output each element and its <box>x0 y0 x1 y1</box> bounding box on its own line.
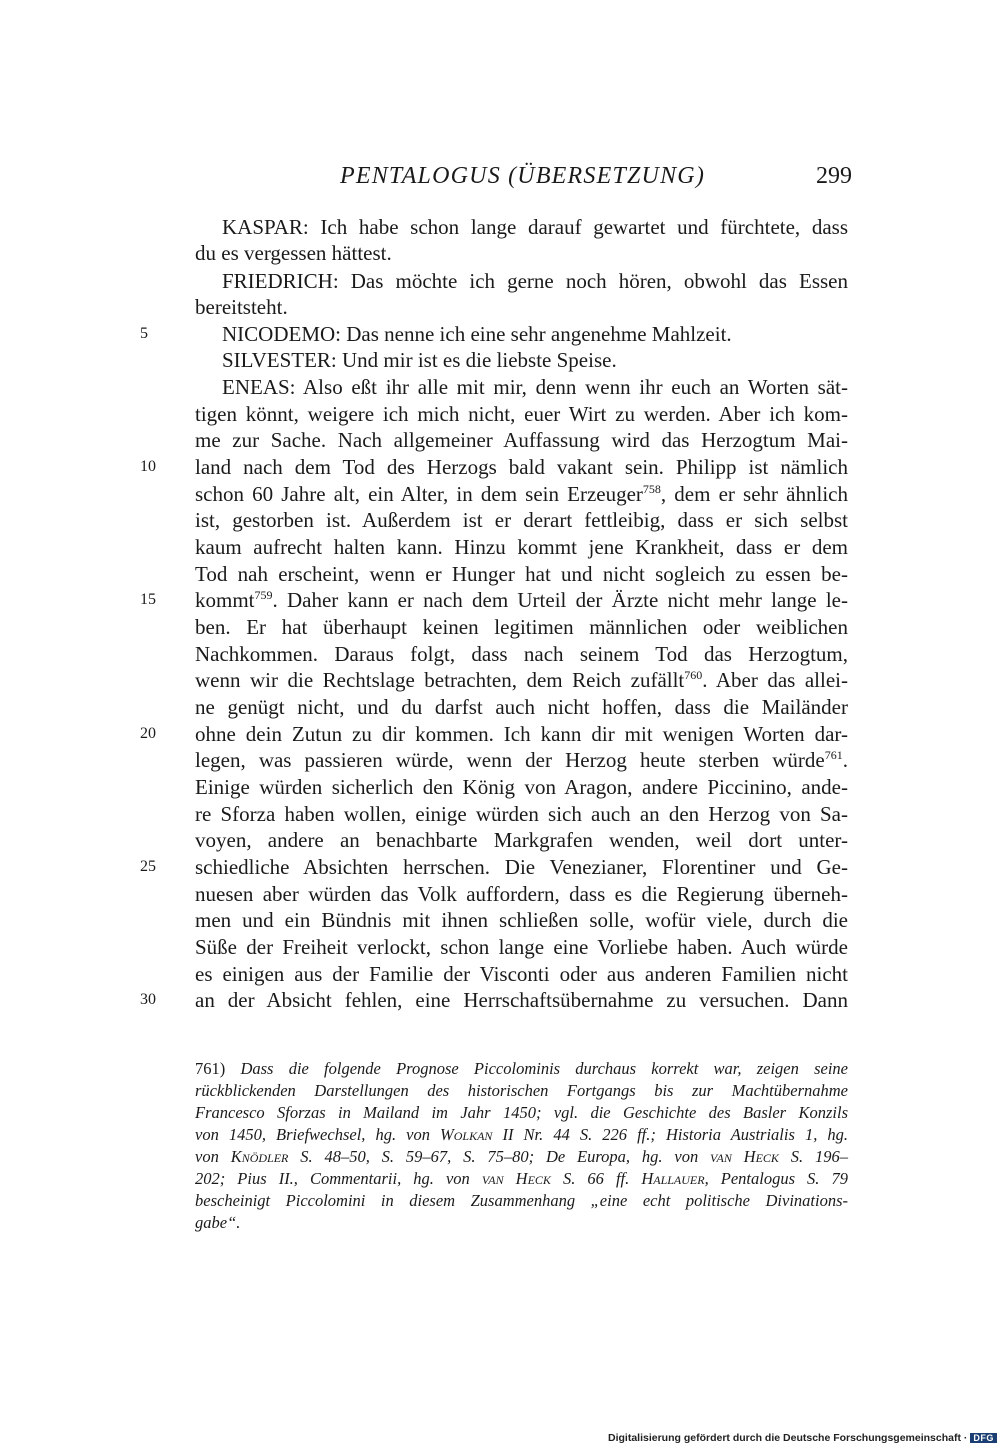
footnote-line: bescheinigt Piccolomini in diesem Zusammenhang „eine echt politische Divinations- <box>195 1191 848 1210</box>
footnote-line: von Knödler S. 48–50, S. 59–67, S. 75–80; De Europa, hg. von van Heck S. 196– <box>195 1147 849 1166</box>
text-line: men und ein Bündnis mit ihnen schließen solle, wofür viele, durch die <box>195 908 848 932</box>
text-line: kaum aufrecht halten kann. Hinzu kommt jene Krankheit, dass er dem <box>195 535 848 559</box>
footnote-ref[interactable]: 761 <box>824 748 843 762</box>
text-line: kommt$^{759}$. Daher kann er nach dem Urteil der Ärzte nicht mehr lange le- <box>195 588 848 612</box>
text-line: Einige würden sicherlich den König von Aragon, andere Piccinino, ande- <box>195 775 848 799</box>
text-line: Nachkommen. Daraus folgt, dass nach seinem Tod das Herzogtum, <box>195 642 848 666</box>
text-line: FRIEDRICH: Das möchte ich gerne noch hören, obwohl das Essen <box>222 269 848 293</box>
text-line: Tod nah erscheint, wenn er Hunger hat und nicht sogleich zu essen be- <box>195 562 848 586</box>
text-line: NICODEMO: Das nenne ich eine sehr angenehme Mahlzeit. <box>222 322 732 346</box>
footnote-line: Francesco Sforzas in Mailand im Jahr 1450; vgl. die Geschichte des Basler Konzils <box>195 1103 848 1122</box>
digitization-note <box>608 1432 997 1444</box>
text-line: ist, gestorben ist. Außerdem ist er derart fettleibig, dass er sich selbst <box>195 508 848 532</box>
footnote-line: rückblickenden Darstellungen des historischen Fortgangs bis zur Machtübernahme <box>195 1081 848 1100</box>
text-line: legen, was passieren würde, wenn der Herzog heute sterben würde$^{761}$. <box>195 748 848 772</box>
text-line: land nach dem Tod des Herzogs bald vakant sein. Philipp ist nämlich <box>195 455 848 479</box>
footnote-ref[interactable]: 758 <box>642 482 661 496</box>
text-line: Süße der Freiheit verlockt, schon lange eine Vorliebe haben. Auch würde <box>195 935 848 959</box>
text-line: du es vergessen hättest. <box>195 241 392 265</box>
line-number: 20 <box>140 725 156 742</box>
text-line: tigen könnt, weigere ich mich nicht, euer Wirt zu werden. Aber ich kom- <box>195 402 848 426</box>
text-line: KASPAR: Ich habe schon lange darauf gewartet und fürchtete, dass <box>222 215 848 239</box>
footnote-ref[interactable]: 759 <box>254 588 273 602</box>
footnote-line: 202; Pius II., Commentarii, hg. von van Heck S. 66 ff. Hallauer, Pentalogus S. 79 <box>195 1169 848 1188</box>
line-number: 30 <box>140 991 156 1008</box>
text-line: ohne dein Zutun zu dir kommen. Ich kann dir mit wenigen Worten dar- <box>195 722 848 746</box>
text-line: ne genügt nicht, und du darfst auch nicht hoffen, dass die Mailänder <box>195 695 848 719</box>
line-number: 10 <box>140 458 156 475</box>
text-line: voyen, andere an benachbarte Markgrafen wenden, weil dort unter- <box>195 828 848 852</box>
footnote-marker: 761) <box>195 1059 226 1078</box>
digitization-text: Digitalisierung gefördert durch die Deutsche Forschungsgemeinschaft <box>608 1432 961 1444</box>
line-number: 25 <box>140 858 156 875</box>
text-line: an der Absicht fehlen, eine Herrschaftsübernahme zu versuchen. Dann <box>195 988 848 1012</box>
line-number: 15 <box>140 591 156 608</box>
text-line: me zur Sache. Nach allgemeiner Auffassung wird das Herzogtum Mai- <box>195 428 848 452</box>
running-title: PENTALOGUS (ÜBERSETZUNG) <box>340 163 706 189</box>
separator: · <box>960 1432 968 1444</box>
text-line: ben. Er hat überhaupt keinen legitimen männlichen oder weiblichen <box>195 615 848 639</box>
text-line: ENEAS: Also eßt ihr alle mit mir, denn wenn ihr euch an Worten sät- <box>222 375 848 399</box>
text-line: nuesen aber würden das Volk auffordern, dass es die Regierung überneh- <box>195 882 848 906</box>
footnote-line: gabe“. <box>195 1213 241 1232</box>
dfg-logo: DFG <box>970 1433 997 1443</box>
text-line: es einigen aus der Familie der Visconti oder aus anderen Familien nicht <box>195 962 848 986</box>
footnote-line: 761) Dass die folgende Prognose Piccolominis durchaus korrekt war, zeigen seine <box>195 1059 848 1078</box>
footnote-line: von 1450, Briefwechsel, hg. von Wolkan II Nr. 44 S. 226 ff.; Historia Austrialis 1, hg. <box>195 1125 848 1144</box>
page-number: 299 <box>816 163 852 189</box>
text-line: wenn wir die Rechtslage betrachten, dem Reich zufällt$^{760}$. Aber das allei- <box>195 668 848 692</box>
text-line: schon 60 Jahre alt, ein Alter, in dem sein Erzeuger$^{758}$, dem er sehr ähnlich <box>195 482 848 506</box>
footnote-ref[interactable]: 760 <box>684 668 703 682</box>
text-line: schiedliche Absichten herrschen. Die Venezianer, Florentiner und Ge- <box>195 855 848 879</box>
line-number: 5 <box>140 325 148 342</box>
text-line: re Sforza haben wollen, einige würden sich auch an den Herzog von Sa- <box>195 802 848 826</box>
text-line: bereitsteht. <box>195 295 288 319</box>
text-line: SILVESTER: Und mir ist es die liebste Speise. <box>222 348 617 372</box>
